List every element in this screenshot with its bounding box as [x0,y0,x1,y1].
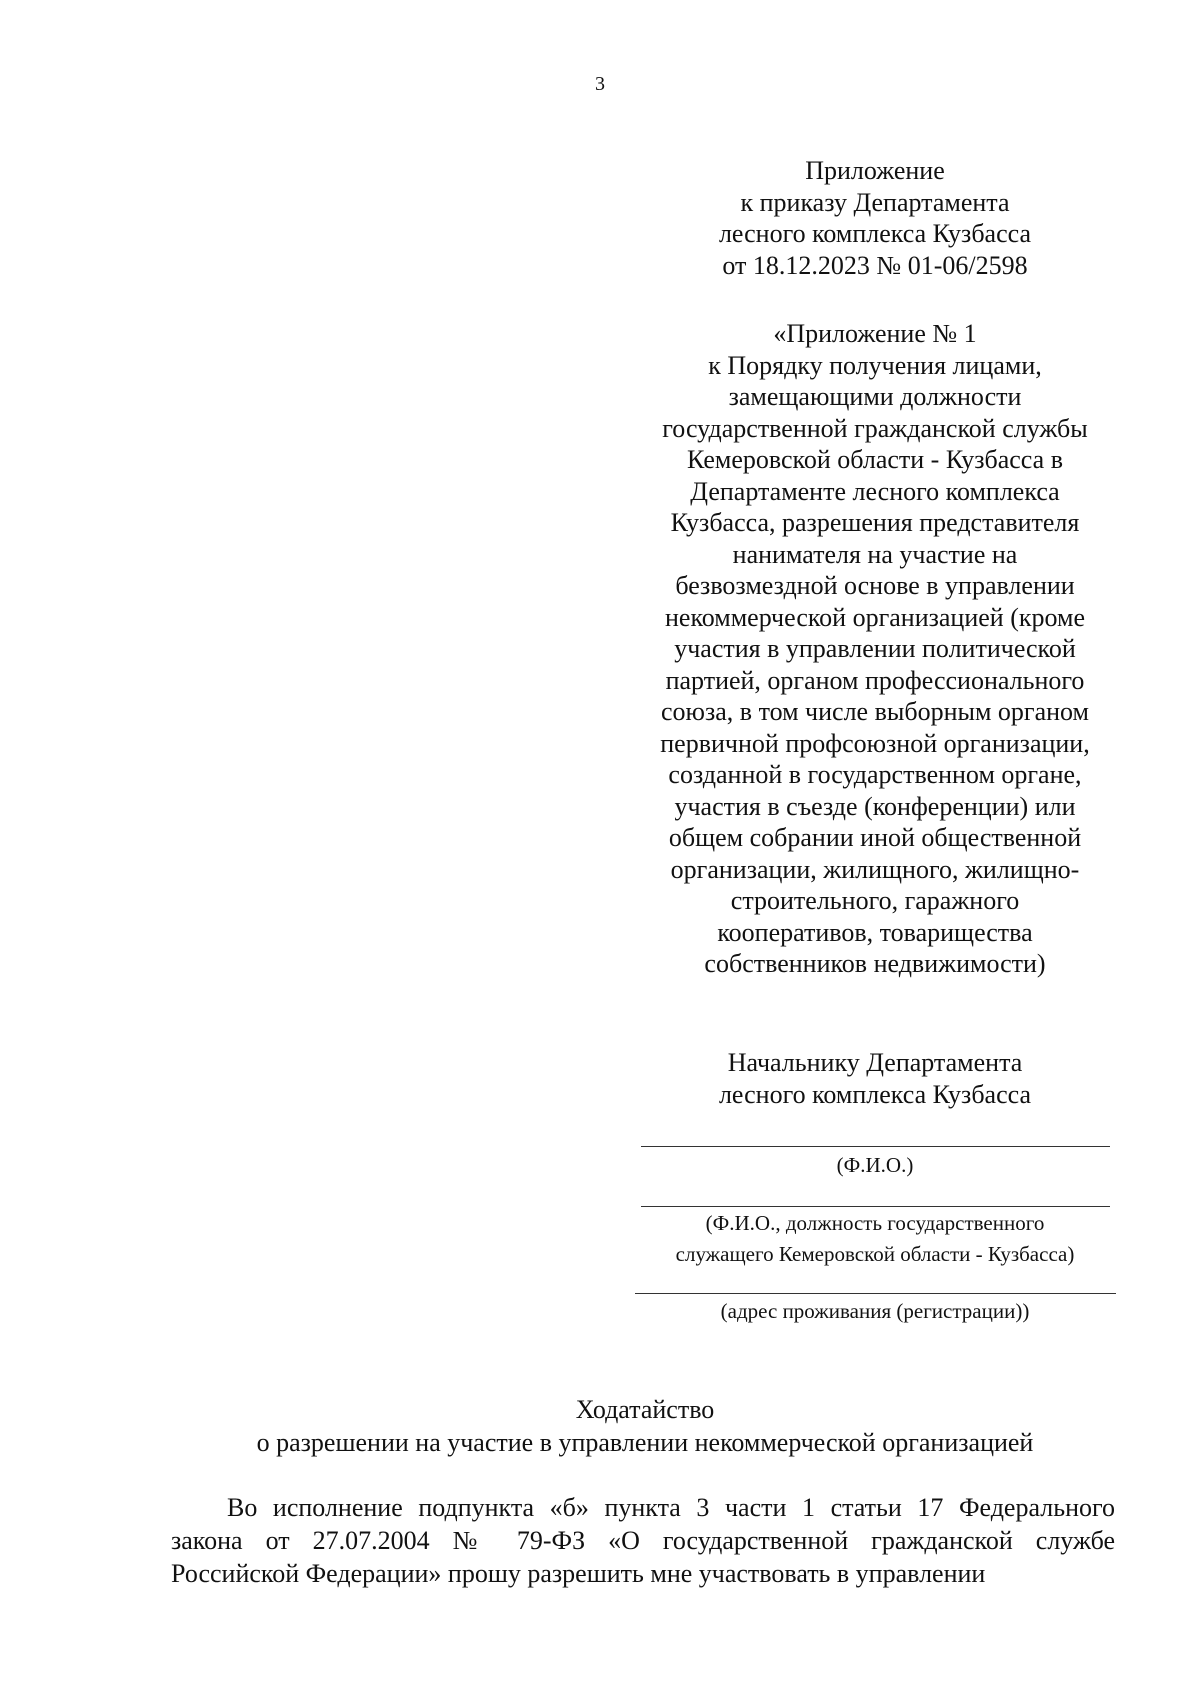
order-appendix-line: нанимателя на участие на [732,539,1018,569]
order-appendix-line: Кемеровской области - Кузбасса в [687,445,1063,474]
page-number: 3 [595,73,605,95]
order-appendix-line: замещающими должности [728,382,1022,411]
order-appendix-line: строительного, гаражного [730,886,1020,915]
appendix-line: лесного комплекса Кузбасса [718,219,1032,248]
body-line: Российской Федерации» прошу разрешить мне участвовать в управлении [171,1559,986,1588]
order-appendix-line: созданной в государственном органе, [668,760,1082,789]
body-line: закона от 27.07.2004 № 79-ФЗ «О государственной гражданской службе [171,1526,1115,1555]
fio-field-line [641,1146,1110,1147]
order-appendix-line: Кузбасса, разрешения представителя [670,508,1080,537]
order-appendix-line: кооперативов, товарищества [717,917,1033,947]
appendix-line: Приложение [805,156,945,185]
addressee-line: лесного комплекса Кузбасса [718,1079,1032,1109]
document-title [0,1393,1200,1459]
order-appendix-line: государственной гражданской службы [662,413,1088,443]
order-appendix-line: организации, жилищного, жилищно- [670,854,1080,884]
fio-caption: (Ф.И.О.) [836,1153,914,1177]
addressee [635,1047,1115,1110]
order-appendix-line: Департаменте лесного комплекса [690,476,1060,506]
order-appendix-line: участия в управлении политической [674,634,1076,663]
order-appendix-header [635,318,1115,980]
order-appendix-line: безвозмездной основе в управлении [675,571,1075,600]
order-appendix-line: союза, в том числе выборным органом [661,697,1089,726]
address-field-line [635,1293,1116,1294]
applicant-caption-line1: (Ф.И.О., должность государственного [705,1211,1045,1235]
order-appendix-line: первичной профсоюзной организации, [660,728,1090,758]
body-line: Во исполнение подпункта «б» пункта 3 части 1 статьи 17 Федерального [227,1493,1115,1522]
appendix-header [635,155,1115,281]
order-appendix-line: собственников недвижимости) [704,949,1046,978]
subtitle-line: о разрешении на участие в управлении некоммерческой организацией [256,1428,1034,1457]
appendix-line: от 18.12.2023 № 01-06/2598 [722,250,1028,280]
order-appendix-line: к Порядку получения лицами, [708,350,1042,380]
addressee-line: Начальнику Департамента [727,1048,1023,1077]
order-appendix-line: некоммерческой организацией (кроме [664,602,1085,632]
order-appendix-line: партией, органом профессионального [665,665,1085,695]
title-line: Ходатайство [575,1395,715,1424]
order-appendix-line: общем собрании иной общественной [668,823,1082,852]
order-appendix-line: «Приложение № 1 [773,319,977,348]
appendix-line: к приказу Департамента [740,187,1010,217]
order-appendix-line: участия в съезде (конференции) или [674,791,1076,821]
applicant-caption-line2: служащего Кемеровской области - Кузбасса) [675,1242,1075,1266]
body-paragraph [171,1491,1115,1590]
address-caption: (адрес проживания (регистрации)) [720,1299,1030,1323]
